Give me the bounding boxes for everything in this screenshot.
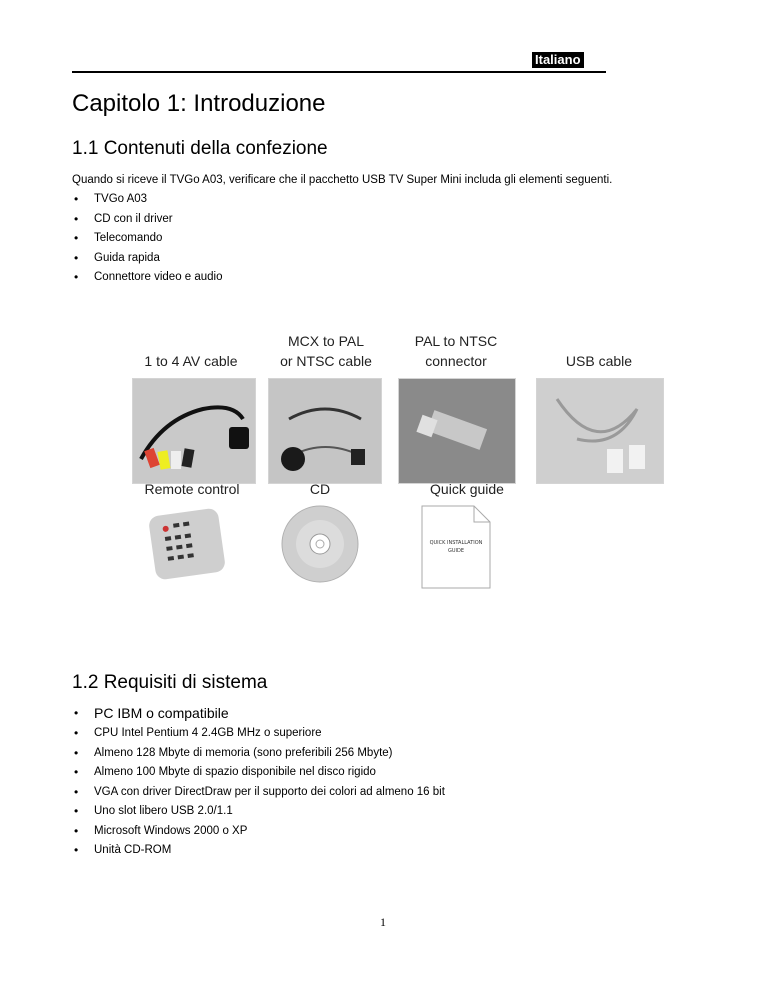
av-cable-image xyxy=(133,379,255,483)
header-rule xyxy=(72,71,606,73)
chapter-title: Capitolo 1: Introduzione xyxy=(72,90,326,117)
mcx-cable-image xyxy=(269,379,381,483)
package-intro: Quando si riceve il TVGo A03, verificare che il pacchetto USB TV Super Mini includa gli elementi seguenti. xyxy=(72,174,613,186)
section-title-system-requirements: 1.2 Requisiti di sistema xyxy=(72,672,268,693)
page-number: 1 xyxy=(380,915,386,929)
pal-connector-caption-line1: PAL to NTSC xyxy=(414,333,498,349)
cd-caption: CD xyxy=(309,481,331,497)
list-item: • Telecomando xyxy=(72,229,223,249)
section-title-package-contents: 1.1 Contenuti della confezione xyxy=(72,138,328,159)
remote-caption: Remote control xyxy=(144,481,240,497)
pal-connector-caption-line2: connector xyxy=(425,353,487,369)
mcx-cable-caption-line2: or NTSC cable xyxy=(280,353,372,369)
usb-cable-caption: USB cable xyxy=(565,353,633,369)
cd-disc-image xyxy=(272,502,372,588)
remote-image xyxy=(132,502,252,592)
package-contents-list xyxy=(72,190,223,288)
list-item: • CD con il driver xyxy=(72,210,223,230)
list-item: • Guida rapida xyxy=(72,249,223,269)
usb-cable-photo xyxy=(536,378,664,484)
language-tag: Italiano xyxy=(532,52,584,68)
list-item: • Unità CD-ROM xyxy=(72,841,445,861)
quick-guide-caption: Quick guide xyxy=(430,481,504,497)
package-contents-figure xyxy=(130,328,680,596)
remote-photo xyxy=(132,502,252,592)
usb-cable-image xyxy=(537,379,663,483)
pal-connector-photo xyxy=(398,378,516,484)
list-item: • Connettore video e audio xyxy=(72,268,223,288)
mcx-cable-photo xyxy=(268,378,382,484)
list-item: • PC IBM o compatibile xyxy=(72,702,445,724)
quick-guide-booklet-image xyxy=(416,502,496,592)
cd-photo xyxy=(272,502,372,588)
list-item: • Uno slot libero USB 2.0/1.1 xyxy=(72,802,445,822)
pal-connector-image xyxy=(399,379,515,483)
list-item: • TVGo A03 xyxy=(72,190,223,210)
list-item: • VGA con driver DirectDraw per il supporto dei colori ad almeno 16 bit xyxy=(72,783,445,803)
av-cable-photo xyxy=(132,378,256,484)
system-requirements-list xyxy=(72,702,445,861)
quick-guide-photo xyxy=(416,502,496,592)
mcx-cable-caption-line1: MCX to PAL xyxy=(288,333,364,349)
list-item: • CPU Intel Pentium 4 2.4GB MHz o superiore xyxy=(72,724,445,744)
list-item: • Microsoft Windows 2000 o XP xyxy=(72,822,445,842)
list-item: • Almeno 128 Mbyte di memoria (sono preferibili 256 Mbyte) xyxy=(72,744,445,764)
booklet-text-line2: GUIDE xyxy=(447,548,465,554)
booklet-text-line1: QUICK INSTALLATION xyxy=(429,540,483,546)
av-cable-caption: 1 to 4 AV cable xyxy=(144,353,238,369)
list-item: • Almeno 100 Mbyte di spazio disponibile nel disco rigido xyxy=(72,763,445,783)
